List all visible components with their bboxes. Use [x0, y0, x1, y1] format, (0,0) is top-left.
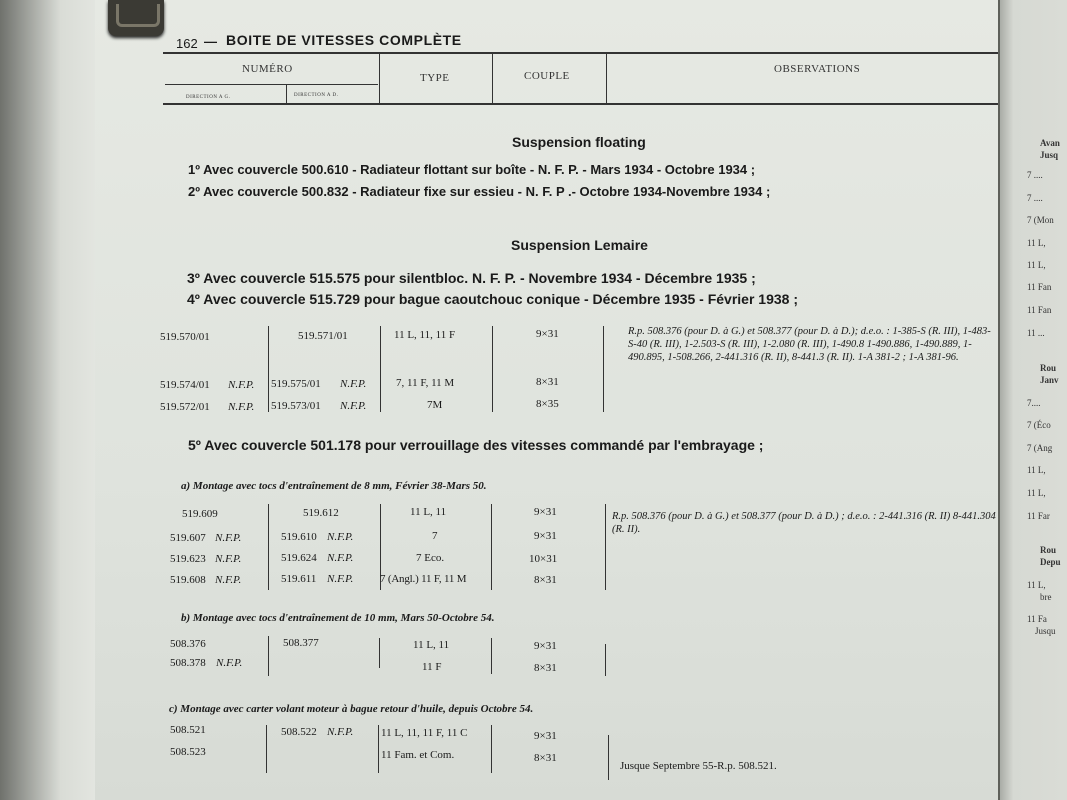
- table-cell-d: 508.377: [283, 637, 319, 649]
- c-sep-3: [491, 725, 492, 773]
- b-sep-4: [605, 644, 606, 676]
- table-cell-d: 519.575/01: [271, 378, 321, 390]
- table-cell-d: 519.610: [281, 531, 317, 543]
- header-sep-1: [379, 54, 380, 103]
- table-cell-g: 519.574/01: [160, 379, 210, 391]
- lemaire-heading: Suspension Lemaire: [511, 237, 648, 253]
- table-cell-type: 11 L, 11, 11 F, 11 C: [381, 727, 468, 739]
- table-cell-couple: 8×31: [534, 662, 557, 674]
- table-cell-couple: 8×31: [536, 376, 559, 388]
- facing-line: 11 Fa: [1027, 614, 1047, 624]
- table-cell-d-nfp: N.F.P.: [340, 378, 367, 390]
- facing-line: 7 (Mon: [1027, 215, 1054, 225]
- table-cell-d-nfp: N.F.P.: [327, 726, 354, 738]
- table-cell-couple: 10×31: [529, 553, 558, 565]
- table-cell-d-nfp: N.F.P.: [327, 552, 354, 564]
- facing-line: 7 ....: [1027, 170, 1043, 180]
- table-cell-couple: 9×31: [534, 730, 557, 742]
- subsection-b-title: b) Montage avec tocs d'entraînement de 10 mm, Mars 50-Octobre 54.: [181, 612, 495, 624]
- header-sep-2: [492, 54, 493, 103]
- subsection-a-title: a) Montage avec tocs d'entraînement de 8 mm, Février 38-Mars 50.: [181, 480, 487, 492]
- table-cell-couple: 8×31: [534, 752, 557, 764]
- facing-line: 11 Fan: [1027, 305, 1052, 315]
- lemaire-sep-1: [268, 326, 269, 412]
- table-cell-couple: 8×35: [536, 398, 559, 410]
- facing-line: Avan: [1040, 138, 1060, 148]
- a-sep-3: [491, 504, 492, 590]
- b-sep-1: [268, 636, 269, 676]
- table-cell-type: 7M: [427, 399, 443, 411]
- table-cell-g-nfp: N.F.P.: [215, 574, 242, 586]
- lemaire-sep-2: [380, 326, 381, 412]
- table-cell-type: 7: [432, 530, 438, 542]
- subsection-c-observations: Jusque Septembre 55-R.p. 508.521.: [620, 760, 777, 772]
- table-cell-g-nfp: N.F.P.: [215, 553, 242, 565]
- header-rule-bottom: [163, 103, 998, 105]
- table-cell-g: 519.609: [182, 508, 218, 520]
- table-cell-couple: 8×31: [534, 574, 557, 586]
- binder-clip: [108, 0, 164, 36]
- floating-line-1: 1º Avec couvercle 500.610 - Radiateur flottant sur boîte - N. F. P. - Mars 1934 - Octobre 1934 ;: [188, 162, 756, 177]
- table-cell-couple: 9×31: [534, 640, 557, 652]
- table-cell-g: 519.623: [170, 553, 206, 565]
- header-rule-top: [163, 52, 998, 54]
- title-dash: —: [204, 34, 217, 49]
- table-cell-g-nfp: N.F.P.: [228, 401, 255, 413]
- a-sep-1: [268, 504, 269, 590]
- table-cell-type: 11 L, 11: [410, 506, 447, 518]
- c-sep-2: [378, 725, 379, 773]
- table-cell-g: 508.378: [170, 657, 206, 669]
- floating-line-2: 2º Avec couvercle 500.832 - Radiateur fixe sur essieu - N. F. P .- Octobre 1934-Novembre 1934 ;: [188, 184, 771, 199]
- lemaire-line-3: 3º Avec couvercle 515.575 pour silentbloc. N. F. P. - Novembre 1934 - Décembre 1935 ;: [187, 270, 756, 286]
- table-cell-g: 508.376: [170, 638, 206, 650]
- a-sep-4: [605, 504, 606, 590]
- b-sep-2: [379, 638, 380, 668]
- facing-line: Jusqu: [1035, 626, 1056, 636]
- col-direction-g: DIRECTION A G.: [186, 95, 231, 100]
- table-cell-d: 508.522: [281, 726, 317, 738]
- table-cell-g: 508.523: [170, 746, 206, 758]
- floating-heading: Suspension floating: [512, 134, 646, 150]
- table-cell-g-nfp: N.F.P.: [228, 379, 255, 391]
- table-cell-type: 11 F: [422, 661, 442, 673]
- table-cell-type: 7, 11 F, 11 M: [396, 377, 455, 389]
- table-cell-d: 519.573/01: [271, 400, 321, 412]
- facing-line: Janv: [1040, 375, 1059, 385]
- table-cell-type: 11 Fam. et Com.: [381, 749, 455, 761]
- table-cell-couple: 9×31: [534, 506, 557, 518]
- table-cell-type: 11 L, 11: [413, 639, 450, 651]
- col-observations: OBSERVATIONS: [774, 63, 861, 75]
- facing-line: Depu: [1040, 557, 1061, 567]
- table-cell-d: 519.571/01: [298, 330, 348, 342]
- background-left: [0, 0, 110, 800]
- table-cell-d: 519.611: [281, 573, 317, 585]
- c-sep-4: [608, 735, 609, 780]
- table-cell-g: 519.570/01: [160, 331, 210, 343]
- lemaire-sep-4: [603, 326, 604, 412]
- facing-line: Rou: [1040, 363, 1057, 373]
- facing-line: 11 L,: [1027, 238, 1046, 248]
- facing-line: 11 L,: [1027, 580, 1046, 590]
- facing-line: bre: [1040, 592, 1052, 602]
- facing-line: 11 ...: [1027, 328, 1045, 338]
- table-cell-d-nfp: N.F.P.: [327, 573, 354, 585]
- table-cell-d: 519.612: [303, 507, 339, 519]
- header-sep-dir: [286, 85, 287, 103]
- lemaire-observations: R.p. 508.376 (pour D. à G.) et 508.377 (pour D. à D.); d.e.o. : 1-385-S (R. III), 1-483-S-40 (R. III), 1-2.503-S (R. III), 1-2.080 (R. III), 1-490.8 1-490.886, 1-490.889, 1-490.895, 1-508.266, 2-441.316 (R. II), 8-441.3 (R. II). 1-A 381-2 ; 1-A 381-96.: [628, 326, 991, 363]
- table-cell-g: 519.608: [170, 574, 206, 586]
- b-sep-3: [491, 638, 492, 674]
- col-numero: NUMÉRO: [242, 63, 293, 75]
- table-cell-couple: 9×31: [534, 530, 557, 542]
- facing-line: 11 L,: [1027, 260, 1046, 270]
- subsection-c-title: c) Montage avec carter volant moteur à bague retour d'huile, depuis Octobre 54.: [169, 703, 534, 715]
- facing-line: 7 (Ang: [1027, 443, 1053, 453]
- table-cell-d-nfp: N.F.P.: [340, 400, 367, 412]
- facing-line: Rou: [1040, 545, 1057, 555]
- table-cell-g-nfp: N.F.P.: [215, 532, 242, 544]
- lemaire-sep-3: [492, 326, 493, 412]
- facing-line: 11 L,: [1027, 465, 1046, 475]
- table-cell-g: 508.521: [170, 724, 206, 736]
- table-cell-g-nfp: N.F.P.: [216, 657, 243, 669]
- facing-line: 7 ....: [1027, 193, 1043, 203]
- facing-line: 11 Far: [1027, 511, 1050, 521]
- facing-line: Jusq: [1040, 150, 1059, 160]
- table-cell-d-nfp: N.F.P.: [327, 531, 354, 543]
- table-cell-type: 7 (Angl.) 11 F, 11 M: [380, 573, 467, 585]
- facing-line: 7 (Éco: [1027, 420, 1051, 430]
- facing-line: 11 Fan: [1027, 282, 1052, 292]
- embrayage-heading: 5º Avec couvercle 501.178 pour verrouillage des vitesses commandé par l'embrayage ;: [188, 437, 764, 453]
- page-number: 162: [176, 36, 198, 51]
- header-sep-3: [606, 54, 607, 103]
- facing-line: 7....: [1027, 398, 1041, 408]
- lemaire-line-4: 4º Avec couvercle 515.729 pour bague caoutchouc conique - Décembre 1935 - Février 1938 ;: [187, 291, 799, 307]
- table-cell-d: 519.624: [281, 552, 317, 564]
- c-sep-1: [266, 725, 267, 773]
- col-type: TYPE: [420, 72, 450, 84]
- table-cell-type: 11 L, 11, 11 F: [394, 329, 456, 341]
- table-cell-couple: 9×31: [536, 328, 559, 340]
- table-cell-g: 519.607: [170, 532, 206, 544]
- facing-line: 11 L,: [1027, 488, 1046, 498]
- col-couple: COUPLE: [524, 70, 570, 82]
- page-title: BOITE DE VITESSES COMPLÈTE: [226, 32, 462, 48]
- numero-divider: [165, 84, 378, 85]
- col-direction-d: DIRECTION A D.: [294, 93, 339, 98]
- table-cell-type: 7 Eco.: [416, 552, 445, 564]
- table-cell-g: 519.572/01: [160, 401, 210, 413]
- subsection-a-observations: R.p. 508.376 (pour D. à G.) et 508.377 (pour D. à D.) ; d.e.o. : 2-441.316 (R. II) 8-441.304 (R. II).: [612, 511, 996, 535]
